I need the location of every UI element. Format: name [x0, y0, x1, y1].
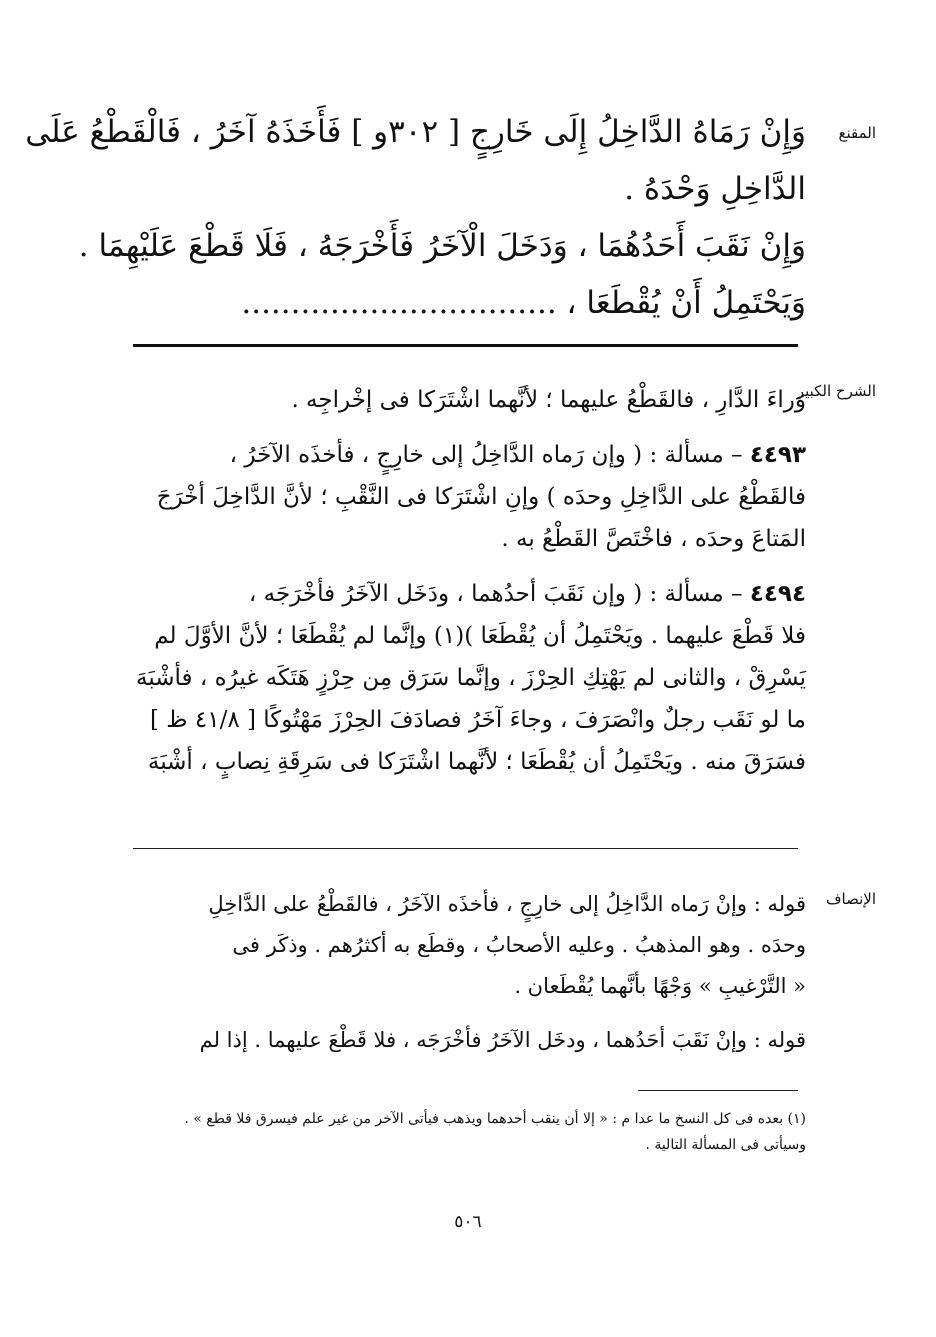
text-line: قوله : وإنْ نَقَبَ أحَدُهما ، ودخَل الآخَرُ فأخْرَجَه ، فلا قَطْعَ عليهما . إذا لم — [199, 1028, 806, 1052]
text-line: يَسْرِقْ ، والثانى لم يَهْتِكِ الحِرْزَ ، وإنَّما سَرَق مِن حِرْزٍ هَتَكَه غيرُه ، فأشْبَهَ — [136, 665, 806, 691]
text-line: فسَرَقَ منه . ويَحْتَمِلُ أن يُقْطَعَا ؛ لأنَّهما اشْتَرَكا فى سَرِقَةِ نِصابٍ ، أشْبَهَ — [147, 749, 806, 775]
insaf-text — [138, 884, 806, 1061]
footnote — [126, 1106, 806, 1158]
section-label-muqni: المقنع — [838, 124, 876, 142]
issue-4493-heading — [138, 434, 806, 476]
text-line: وحدَه . وهو المذهبُ . وعليه الأصحابُ ، وقطَع به أكثرُهم . وذكَر فى — [232, 933, 806, 957]
section-divider — [133, 344, 798, 347]
text-line: وَإِنْ رَمَاهُ الدَّاخِلُ إِلَى خَارِجٍ [ ٣٠٢و ] فَأَخَذَهُ آخَرُ ، فَالْقَطْعُ عَلَى — [25, 114, 806, 150]
issue-4494-heading — [138, 573, 806, 615]
text-line: فلا قَطْعَ عليهما . ويَحْتَمِلُ أن يُقْطَعَا )(١) وإنَّما لم يُقْطَعَا ؛ لأنَّ الأوَّلَ لم — [154, 623, 806, 649]
text-line: وَإِنْ نَقَبَ أَحَدُهُمَا ، وَدَخَلَ الْآخَرُ فَأَخْرَجَهُ ، فَلَا قَطْعَ عَلَيْهِمَا . — [78, 228, 806, 264]
footnote-line: (١) بعده فى كل النسخ ما عدا م : « إلا أن ينقب أحدهما ويذهب فيأتى الآخر من غير علم فيسرق فلا قطع » . — [184, 1111, 806, 1127]
text-line: « التَّرْغيبِ » وَجْهًا بأنَّهما يُقْطَعان . — [514, 974, 806, 998]
section-label-insaf: الإنصاف — [825, 890, 876, 908]
text-line: ما لو نَقَب رجلٌ وانْصَرَفَ ، وجاءَ آخَرُ فصادَفَ الحِرْزَ مَهْتُوكًا [ ٤١/٨ ظ ] — [150, 707, 806, 733]
page-number: ٥٠٦ — [454, 1212, 482, 1232]
footnote-line: وسيأتى فى المسألة التالية . — [645, 1137, 806, 1153]
section-label-sharh: الشرح الكبير — [796, 382, 876, 400]
text-line: وَيَحْتَمِلُ أَنْ يُقْطَعَا ، ................................ — [241, 285, 806, 321]
issue-text: – مسألة : ( وإن رَماه الدَّاخِلُ إلى خارِجٍ ، فأخذَه الآخَرُ ، — [229, 442, 750, 468]
text-line: فالقَطْعُ على الدَّاخِلِ وحدَه ) وإنِ اشْتَرَكا فى النَّقْبِ ؛ لأنَّ الدَّاخِلَ أخْرَجَ — [156, 484, 806, 510]
issue-text: – مسألة : ( وإن نَقَبَ أحدُهما ، ودَخَل الآخَرُ فأخْرَجَه ، — [248, 581, 750, 607]
muqni-text — [25, 104, 806, 332]
text-line: وَراءَ الدَّارِ ، فالقَطْعُ عليهما ؛ لأنَّهما اشْتَرَكا فى إخْراجِه . — [291, 387, 806, 413]
text-line: الدَّاخِلِ وَحْدَهُ . — [624, 171, 806, 207]
issue-number: ٤٤٩٤ — [749, 581, 806, 607]
text-line: المَتاعَ وحدَه ، فاخْتَصَّ القَطْعُ به . — [501, 526, 806, 552]
sharh-text — [138, 379, 806, 783]
section-divider — [133, 848, 798, 849]
issue-number: ٤٤٩٣ — [749, 442, 806, 468]
text-line: قوله : وإنْ رَماه الدَّاخِلُ إلى خارِجٍ ، فأخذَه الآخَرُ ، فالقَطْعُ على الدَّاخِلِ — [208, 892, 806, 916]
footnote-divider — [638, 1090, 798, 1091]
